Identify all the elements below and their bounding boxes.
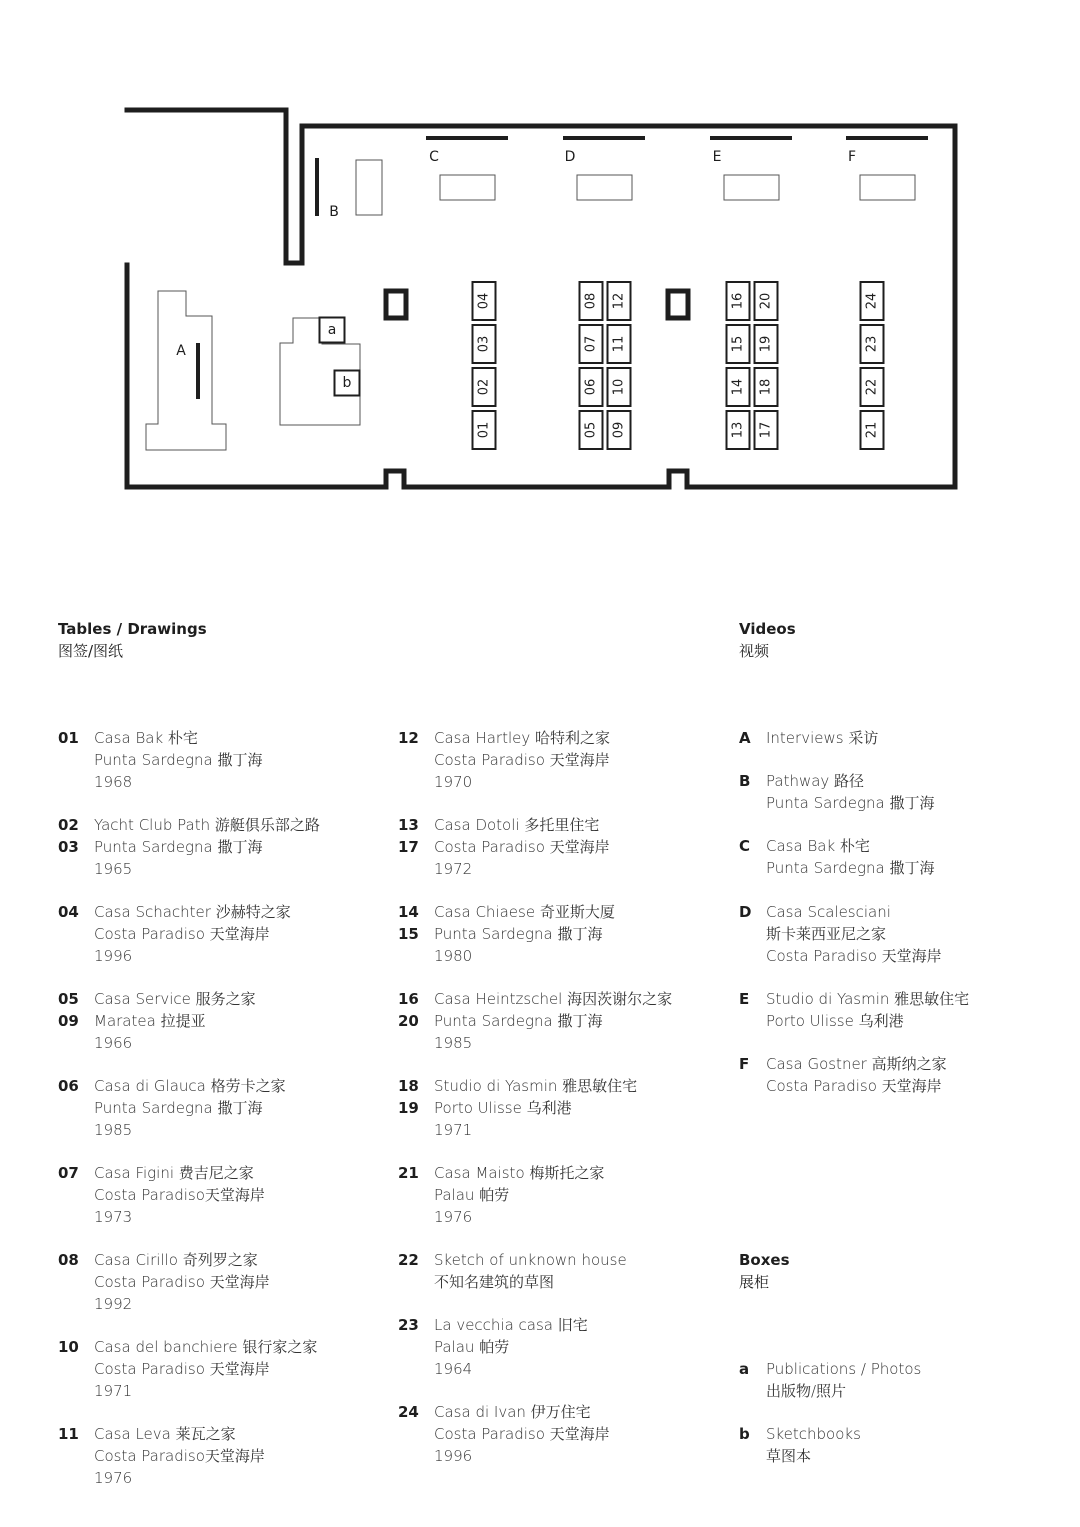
table-number-label: 19 [758, 335, 774, 353]
entry-line: Casa Bak 朴宅 [766, 837, 870, 855]
table-number-label: 09 [611, 421, 627, 439]
entry-line: Casa Gostner 高斯纳之家 [766, 1055, 947, 1073]
entry-line: Porto Ulisse 乌利港 [434, 1099, 572, 1117]
entry-number [58, 1249, 92, 1271]
entry-text [434, 1314, 588, 1380]
entry-number [58, 814, 92, 858]
entry-line: Costa Paradiso 天堂海岸 [94, 925, 270, 943]
entry-line: Casa di Ivan 伊万住宅 [434, 1403, 591, 1421]
boxes-heading-zh: 展柜 [739, 1273, 770, 1291]
stand-label: B [329, 204, 339, 220]
entry-number [398, 727, 432, 749]
stand-label: E [712, 149, 722, 165]
column [668, 291, 688, 318]
entry-number [58, 727, 92, 749]
entry-number-label: 07 [58, 1164, 79, 1182]
entry-line: Punta Sardegna 撒丁海 [94, 1099, 263, 1117]
entry-number-label: 03 [58, 838, 79, 856]
table-number-label: 12 [611, 292, 627, 310]
entry-number [58, 988, 92, 1032]
table-number-label: 14 [730, 378, 746, 396]
box-label: b [342, 375, 352, 391]
entry-line: 1973 [94, 1208, 133, 1226]
entry-line: 1985 [94, 1121, 133, 1139]
entry-line: Publications / Photos [766, 1360, 922, 1378]
entry-line: Punta Sardegna 撒丁海 [766, 859, 935, 877]
entry-text [94, 814, 320, 880]
entry-number [398, 901, 432, 945]
entry-line: Studio di Yasmin 雅思敏住宅 [434, 1077, 638, 1095]
stand-a [146, 291, 226, 450]
entry-text [94, 727, 262, 793]
entry-line: Costa Paradiso 天堂海岸 [434, 838, 610, 856]
entry-line: Costa Paradiso 天堂海岸 [94, 1360, 270, 1378]
table-number-label: 10 [611, 378, 627, 396]
entry-text [766, 770, 934, 814]
entry-line: 1964 [434, 1360, 473, 1378]
entry-line: Costa Paradiso 天堂海岸 [94, 1273, 270, 1291]
entry-line: Sketch of unknown house [434, 1251, 627, 1269]
entry-text [94, 901, 291, 967]
entry-number [58, 1336, 92, 1358]
entry-line: Casa di Glauca 格劳卡之家 [94, 1077, 286, 1095]
entry-line: 1976 [434, 1208, 473, 1226]
entry-line: Punta Sardegna 撒丁海 [434, 1012, 603, 1030]
entry-line: 1976 [94, 1469, 133, 1487]
entry-number-label: 19 [398, 1099, 419, 1117]
table-number-label: 15 [730, 335, 746, 353]
stand-label: D [564, 149, 576, 165]
entry-number-label: 23 [398, 1316, 419, 1334]
entry-number-label: a [739, 1360, 750, 1378]
table-number-label: 20 [758, 292, 774, 310]
entry-number-label: F [739, 1055, 750, 1073]
entry-line: Casa Service 服务之家 [94, 990, 256, 1008]
entry-text [94, 988, 256, 1054]
table-number-label: 21 [864, 421, 880, 439]
entry-line: 1971 [94, 1382, 133, 1400]
entry-text [434, 988, 672, 1054]
stand-label: C [429, 149, 439, 165]
entry-number-label: 05 [58, 990, 79, 1008]
entry-text [94, 1162, 265, 1228]
table-number-label: 03 [476, 335, 492, 353]
tables-heading-zh: 图签/图纸 [58, 642, 124, 660]
entry-text [766, 1423, 861, 1467]
entry-number-label: 18 [398, 1077, 419, 1095]
table-number-label: 07 [583, 335, 599, 353]
entry-number-label: 13 [398, 816, 419, 834]
entry-number-label: 22 [398, 1251, 419, 1269]
entry-line: Punta Sardegna 撒丁海 [94, 838, 263, 856]
box-label: a [327, 322, 337, 338]
table-number-label: 04 [476, 292, 492, 310]
tables-heading [58, 618, 207, 662]
floor-plan [0, 0, 1080, 560]
table-number-label: 11 [611, 335, 627, 353]
entry-number-label: 04 [58, 903, 79, 921]
entry-line: Pathway 路径 [766, 772, 865, 790]
entry-line: Palau 帕劳 [434, 1338, 510, 1356]
table-number-label: 23 [864, 335, 880, 353]
entry-number-label: C [739, 837, 751, 855]
entry-text [766, 1053, 947, 1097]
entry-line: Costa Paradiso天堂海岸 [94, 1447, 265, 1465]
entry-line: 1965 [94, 860, 133, 878]
entry-line: 1971 [434, 1121, 473, 1139]
entry-line: Casa Figini 费吉尼之家 [94, 1164, 254, 1182]
entry-number-label: 12 [398, 729, 419, 747]
screen-e [724, 175, 779, 200]
tables-heading-en: Tables / Drawings [58, 620, 207, 638]
stand-label: A [176, 343, 186, 359]
entry-line: Costa Paradiso 天堂海岸 [434, 1425, 610, 1443]
entry-text [766, 1358, 921, 1402]
entry-line: Casa Scalesciani [766, 903, 891, 921]
entry-line: Costa Paradiso 天堂海岸 [766, 947, 942, 965]
entry-text [434, 727, 610, 793]
entry-line: 1968 [94, 773, 133, 791]
entry-line: Casa Maisto 梅斯托之家 [434, 1164, 605, 1182]
entry-number-label: 09 [58, 1012, 79, 1030]
videos-heading-zh: 视频 [739, 642, 770, 660]
entry-number [398, 1249, 432, 1271]
entry-line: Casa Heintzschel 海因茨谢尔之家 [434, 990, 673, 1008]
column [386, 291, 406, 318]
entry-line: Palau 帕劳 [434, 1186, 510, 1204]
entry-text [434, 814, 610, 880]
screen-f [860, 175, 915, 200]
entry-line: Casa Cirillo 奇列罗之家 [94, 1251, 258, 1269]
entry-text [434, 901, 615, 967]
table-number-label: 06 [583, 378, 599, 396]
entry-number-label: 11 [58, 1425, 79, 1443]
entry-line: 1996 [434, 1447, 473, 1465]
entry-number [398, 1162, 432, 1184]
entry-number-label: 17 [398, 838, 419, 856]
entry-number-label: 10 [58, 1338, 79, 1356]
entry-text [94, 1423, 265, 1489]
videos-heading-en: Videos [739, 620, 796, 638]
entry-line: 1972 [434, 860, 473, 878]
entry-line: Casa Hartley 哈特利之家 [434, 729, 611, 747]
boxes-heading [739, 1249, 790, 1293]
entry-number-label: D [739, 903, 752, 921]
entry-line: Punta Sardegna 撒丁海 [434, 925, 603, 943]
entry-number [398, 814, 432, 858]
entry-number-label: 15 [398, 925, 419, 943]
entry-text [94, 1075, 286, 1141]
entry-number-label: E [739, 990, 750, 1008]
entry-number-label: 14 [398, 903, 419, 921]
entry-line: Casa Bak 朴宅 [94, 729, 198, 747]
entry-number-label: 21 [398, 1164, 419, 1182]
entry-line: Studio di Yasmin 雅思敏住宅 [766, 990, 970, 1008]
entry-line: Porto Ulisse 乌利港 [766, 1012, 904, 1030]
entry-number-label: 08 [58, 1251, 79, 1269]
entry-text [94, 1336, 317, 1402]
entry-text [766, 835, 934, 879]
entry-number [58, 1423, 92, 1445]
entry-text [766, 901, 942, 967]
table-number-label: 17 [758, 421, 774, 439]
table-number-label: 22 [864, 378, 880, 396]
screen-b [356, 160, 382, 215]
entry-line: 1992 [94, 1295, 133, 1313]
table-number-label: 08 [583, 292, 599, 310]
entry-text [434, 1075, 637, 1141]
table-number-label: 13 [730, 421, 746, 439]
entry-number [58, 1162, 92, 1184]
entry-number [398, 1401, 432, 1423]
entry-number-label: A [739, 729, 751, 747]
videos-heading [739, 618, 796, 662]
entry-line: Casa Dotoli 多托里住宅 [434, 816, 600, 834]
entry-line: 不知名建筑的草图 [434, 1273, 555, 1291]
entry-text [434, 1249, 627, 1293]
entry-number [58, 901, 92, 923]
entry-line: Yacht Club Path 游艇俱乐部之路 [94, 816, 320, 834]
entry-line: Costa Paradiso 天堂海岸 [766, 1077, 942, 1095]
entry-line: Punta Sardegna 撒丁海 [94, 751, 263, 769]
table-number-label: 05 [583, 421, 599, 439]
entry-line: 1980 [434, 947, 473, 965]
entry-line: Casa Chiaese 奇亚斯大厦 [434, 903, 615, 921]
entry-line: 1996 [94, 947, 133, 965]
stand-label: F [847, 149, 857, 165]
entry-number [58, 1075, 92, 1097]
table-number-label: 16 [730, 292, 746, 310]
table-number-label: 01 [476, 421, 492, 439]
entry-line: La vecchia casa 旧宅 [434, 1316, 588, 1334]
entry-number [398, 1075, 432, 1119]
entry-text [94, 1249, 270, 1315]
entry-number-label: 02 [58, 816, 79, 834]
entry-text [434, 1401, 610, 1467]
entry-number [398, 1314, 432, 1336]
entry-line: Punta Sardegna 撒丁海 [766, 794, 935, 812]
entry-line: Costa Paradiso天堂海岸 [94, 1186, 265, 1204]
entry-line: Sketchbooks [766, 1425, 861, 1443]
entry-text [434, 1162, 604, 1228]
entry-line: Casa del banchiere 银行家之家 [94, 1338, 318, 1356]
entry-number-label: B [739, 772, 751, 790]
entry-line: Casa Schachter 沙赫特之家 [94, 903, 291, 921]
entry-number [398, 988, 432, 1032]
screen-d [577, 175, 632, 200]
entry-line: 出版物/照片 [766, 1382, 847, 1400]
entry-line: 1966 [94, 1034, 133, 1052]
entry-line: 斯卡莱西亚尼之家 [766, 925, 887, 943]
outer-wall [127, 110, 955, 487]
boxes-heading-en: Boxes [739, 1251, 790, 1269]
entry-text [766, 988, 969, 1032]
table-number-label: 18 [758, 378, 774, 396]
table-number-label: 24 [864, 292, 880, 310]
entry-line: Maratea 拉提亚 [94, 1012, 206, 1030]
entry-number-label: 20 [398, 1012, 419, 1030]
entry-line: Costa Paradiso 天堂海岸 [434, 751, 610, 769]
entry-line: Casa Leva 莱瓦之家 [94, 1425, 236, 1443]
table-number-label: 02 [476, 378, 492, 396]
entry-number-label: 06 [58, 1077, 79, 1095]
entry-number-label: 24 [398, 1403, 419, 1421]
entry-number-label: 16 [398, 990, 419, 1008]
entry-line: 草图本 [766, 1447, 812, 1465]
entry-number-label: b [739, 1425, 750, 1443]
entry-number-label: 01 [58, 729, 79, 747]
entry-line: Interviews 采访 [766, 729, 879, 747]
entry-line: 1970 [434, 773, 473, 791]
entry-text [766, 727, 878, 749]
entry-line: 1985 [434, 1034, 473, 1052]
screen-c [440, 175, 495, 200]
